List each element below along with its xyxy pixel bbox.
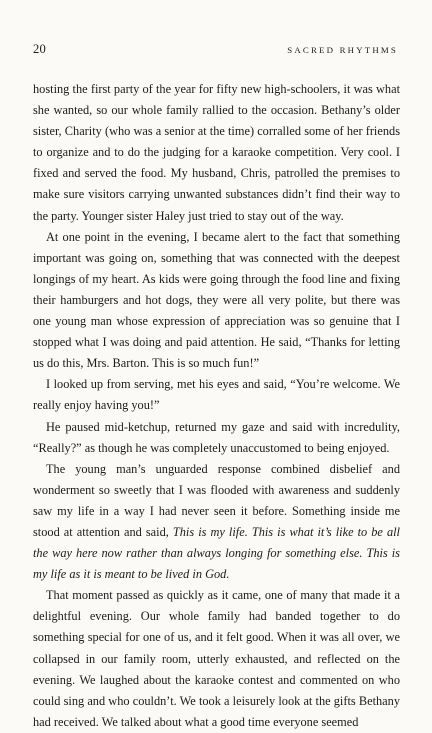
paragraph [33, 459, 400, 586]
text-run: He paused mid-ketchup, returned my gaze and said with incredulity, “Really?” as though he was completely unaccustomed to being enjoyed. [33, 419, 400, 455]
text-run: That moment passed as quickly as it came, one of many that made it a delightful evening. Our whole family had banded together to do something special for one of us, and it felt good. When it was all over, we collapsed in our family room, utterly exhausted, and reflected on the evening. We laughed about the karaoke contest and commented on who could sing and who couldn’t. We took a leisurely look at the gifts Bethany had received. We talked about what a good time everyone seemed [33, 588, 400, 729]
running-title: SACRED RHYTHMS [287, 45, 398, 55]
paragraph [33, 374, 400, 416]
paragraph [33, 417, 400, 459]
paragraph [33, 79, 400, 227]
text-run: The young man’s unguarded response combined disbelief and wonderment so sweetly that I was flooded with awareness and suddenly saw my life in a way I had never seen it before. Something inside me stood at attention and said, [33, 461, 400, 539]
italic-text: This is my life. This is what it’s like to be all the way here now rather than always longing for something else. This is my life as it is meant to be lived in God. [33, 524, 400, 582]
paragraph [33, 227, 400, 375]
text-run: hosting the first party of the year for fifty new high-schoolers, it was what she wanted, so our whole family rallied to the occasion. Bethany’s older sister, Charity (who was a senior at the time) corralled some of her friends to organize and to do the judging for a karaoke competition. Very cool. I fixed and served the food. My husband, Chris, patrolled the premises to make sure visitors carrying unwanted substances didn’t find their way to the party. Younger sister Haley just tried to stay out of the way. [33, 82, 400, 223]
text-run: At one point in the evening, I became alert to the fact that something important was going on, something that was connected with the deepest longings of my heart. As kids were going through the food line and fixing their hamburgers and hot dogs, they were all very polite, but there was one young man whose expression of appreciation was so genuine that I stopped what I was doing and paid attention. He said, “Thanks for letting us do this, Mrs. Barton. This is so much fun!” [33, 229, 400, 371]
text-run: I looked up from serving, met his eyes and said, “You’re welcome. We really enjoy having you!” [33, 377, 400, 413]
running-head [33, 42, 400, 57]
body-text [33, 79, 400, 733]
paragraph [33, 585, 400, 733]
page-number: 20 [33, 42, 46, 56]
